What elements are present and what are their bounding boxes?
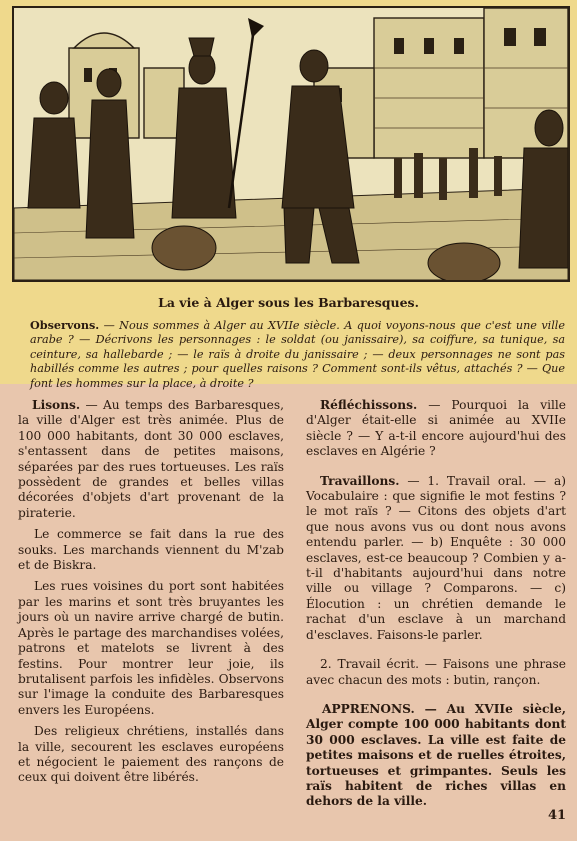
travaillons-paragraph [306, 474, 566, 643]
reflechissons-paragraph [306, 398, 566, 460]
travail-ecrit-paragraph: 2. Travail écrit. — Faisons une phrase avec chacun des mots : butin, rançon. [306, 657, 566, 687]
lisons-text-1: — Au temps des Barbaresques, la ville d'Alger est très animée. Plus de 100 000 habitants, dont 30 000 esclaves, s'entassent dans de petites maisons, séparées par des rues tortueuses. Les raïs possèdent de grandes et belles villas décorées d'objets d'art provenant de la piraterie. [18, 398, 284, 520]
reflechissons-text: — Pourquoi la ville d'Alger était-elle si animée au XVIIe siècle ? — Y a-t-il encore aujourd'hui des esclaves en Algérie ? [306, 398, 566, 459]
reflechissons-heading: Réfléchissons. [320, 398, 418, 412]
left-column [18, 398, 284, 792]
lisons-paragraph-2: Le commerce se fait dans la rue des souks. Les marchands viennent du M'zab et de Biskra. [18, 527, 284, 573]
observe-heading: Observons. [30, 318, 100, 332]
apprenons-paragraph: APPRENONS. — Au XVIIe siècle, Alger compte 100 000 habitants dont 30 000 esclaves. La ville est faite de petites maisons et de ruelles étroites, tortueuses et grimpantes. Seuls les raïs habitent de riches villas en dehors de la ville. [306, 701, 566, 809]
page-number: 41 [548, 808, 567, 823]
right-column [306, 398, 566, 816]
lisons-heading: Lisons. [32, 398, 81, 412]
lisons-paragraph-3: Les rues voisines du port sont habitées par les marins et sont très bruyantes les jours où un navire arrive chargé de butin. Après le partage des marchandises volées, patrons et matelots se livrent à des festins. Pour montrer leur joie, ils brutalisent parfois les infidèles. Observons sur l'image la conduite des Barbaresques envers les Européens. [18, 579, 284, 717]
lisons-paragraph-4: Des religieux chrétiens, installés dans la ville, secourent les esclaves européens et négocient le paiement des rançons de ceux qui doivent être libérés. [18, 724, 284, 785]
travaillons-heading: Travaillons. [320, 473, 400, 488]
illustration-caption: La vie à Alger sous les Barbaresques. [158, 295, 419, 310]
travaillons-text: — 1. Travail oral. — a) Vocabulaire : que signifie le mot festins ? le mot raïs ? — Citons des objets d'art que nous avons vus ou dont nous avons entendu parler. — b) Enquête : 30 000 esclaves, est-ce beaucoup ? Combien y a-t-il d'habitants aujourd'hui dans notre ville ou village ? Comparons. — c) Élocution : un chrétien demande le rachat d'un esclave à un marchand d'esclaves. Faisons-le parler. [306, 473, 566, 642]
observe-paragraph [30, 318, 565, 391]
observe-text: — Nous sommes à Alger au XVIIe siècle. A quoi voyons-nous que c'est une ville arabe ? — Décrivons les personnages : le soldat (ou janissaire), sa coiffure, sa tunique, sa ceinture, sa hallebarde ; — le raïs à droite du janissaire ; — deux personnages ne sont pas habillés comme les autres ; pour quelles raisons ? Comment sont-ils vêtus, attachés ? — Que font les hommes sur la place, à droite ? [30, 319, 565, 390]
illustration [12, 6, 570, 282]
lisons-paragraph-1 [18, 398, 284, 521]
